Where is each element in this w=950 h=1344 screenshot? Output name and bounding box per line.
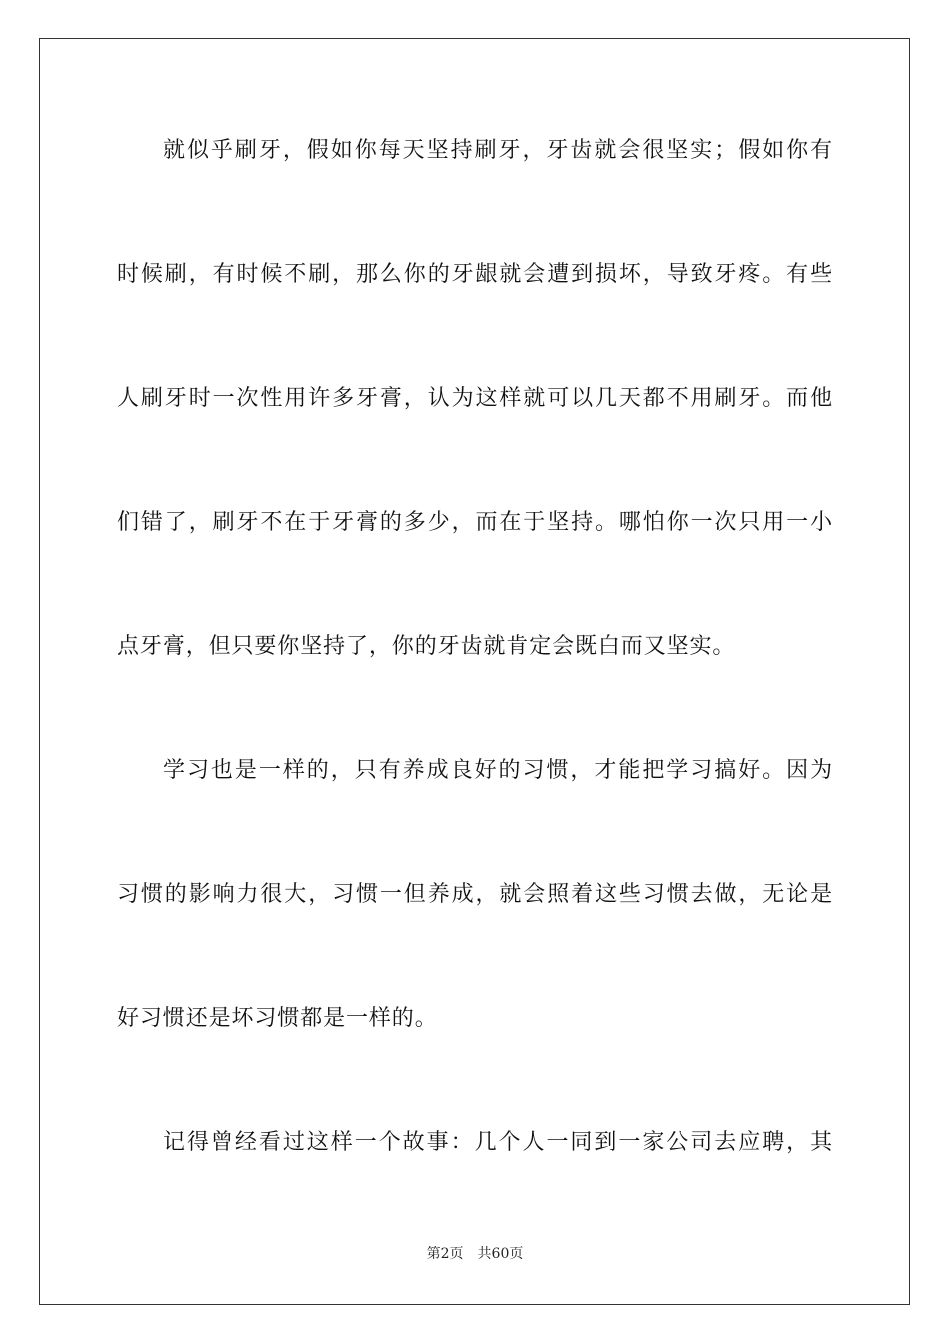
total-pages: 共60页 — [477, 1246, 524, 1262]
paragraph-1-line-5: 点牙膏，但只要你坚持了，你的牙齿就肯定会既白而又坚实。 — [117, 634, 736, 659]
page-border — [39, 38, 910, 1305]
paragraph-1-line-1: 就似乎刷牙，假如你每天坚持刷牙，牙齿就会很坚实；假如你有 — [163, 138, 833, 163]
paragraph-1-line-2: 时候刷，有时候不刷，那么你的牙龈就会遭到损坏，导致牙疼。有些 — [117, 262, 833, 287]
paragraph-1-line-4: 们错了，刷牙不在于牙膏的多少，而在于坚持。哪怕你一次只用一小 — [117, 510, 833, 535]
paragraph-3-line-1: 记得曾经看过这样一个故事：几个人一同到一家公司去应聘，其 — [163, 1130, 833, 1155]
paragraph-1-line-3: 人刷牙时一次性用许多牙膏，认为这样就可以几天都不用刷牙。而他 — [117, 386, 833, 411]
paragraph-2-line-2: 习惯的影响力很大，习惯一但养成，就会照着这些习惯去做，无论是 — [117, 882, 833, 907]
page-footer — [0, 1244, 950, 1264]
paragraph-2-line-1: 学习也是一样的，只有养成良好的习惯，才能把学习搞好。因为 — [163, 758, 833, 783]
paragraph-2-line-3: 好习惯还是坏习惯都是一样的。 — [117, 1006, 438, 1031]
page-number: 第2页 — [426, 1246, 464, 1262]
